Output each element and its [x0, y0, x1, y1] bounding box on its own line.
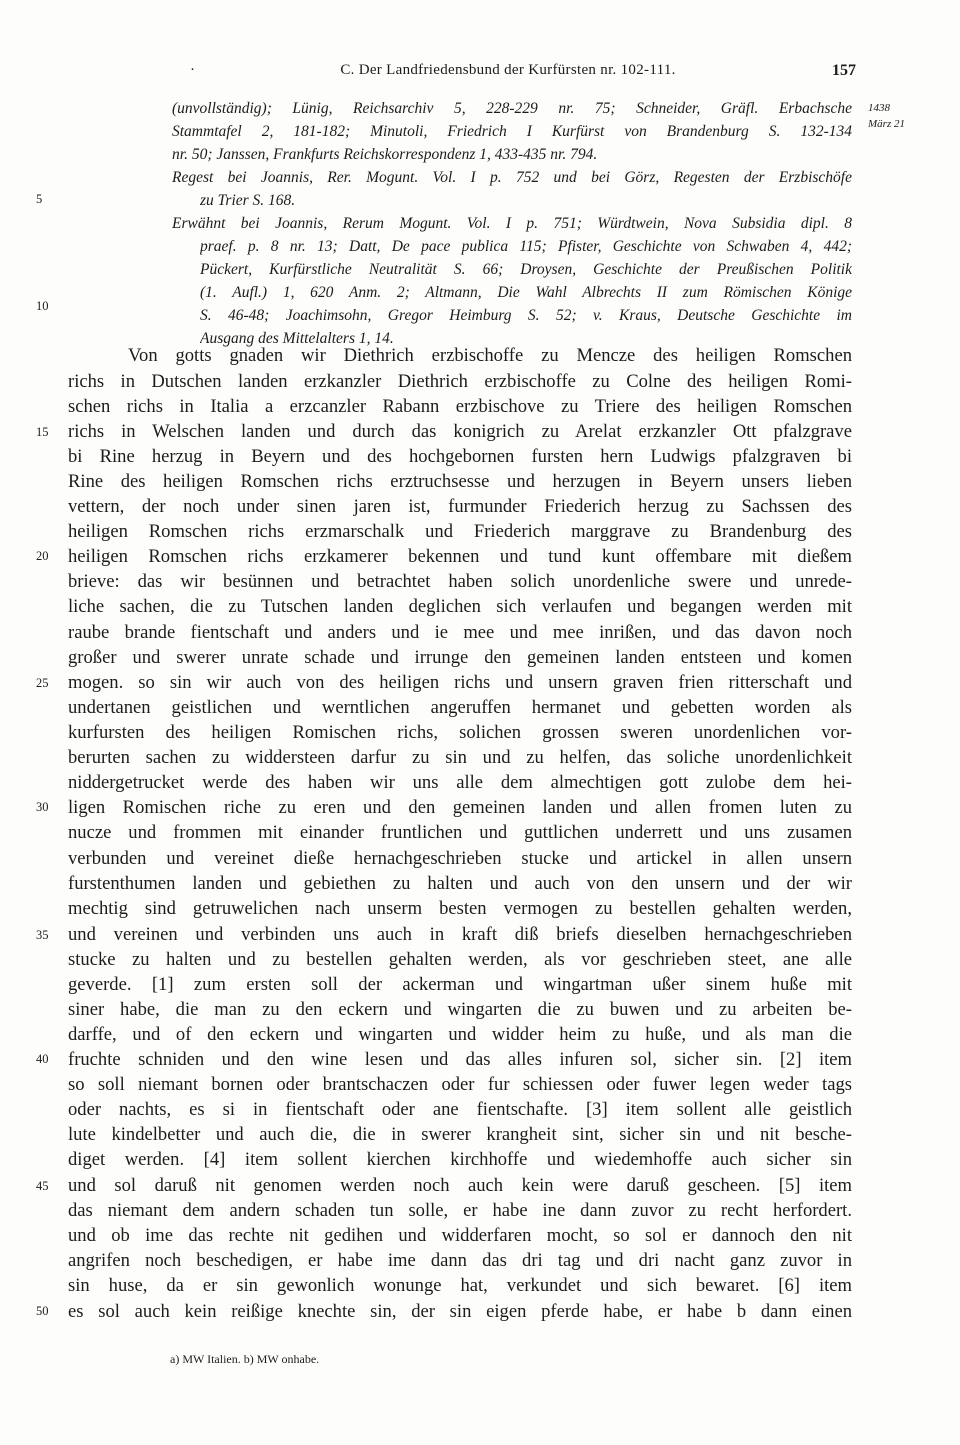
margin-year: 1438 — [868, 102, 890, 114]
bibliography-line: zu Trier S. 168. — [200, 192, 296, 209]
line-number: 45 — [36, 1179, 49, 1193]
bibliography-line: praef. p. 8 nr. 13; Datt, De pace publica 115; Pfister, Geschichte von Schwaben 4, 442; — [200, 238, 852, 255]
bibliography-line: S. 46-48; Joachimsohn, Gregor Heimburg S. 52; v. Kraus, Deutsche Geschichte im — [200, 307, 852, 324]
body-line: so soll niemant bornen oder brantschaczen oder fur schiessen oder fuwer legen weder tags — [68, 1074, 852, 1095]
body-line: liche sachen, die zu Tutschen landen deglichen sich verlaufen und begangen werden mit — [68, 596, 852, 617]
body-line: heiligen Romschen richs erzkamerer bekennen und tund kunt offembare mit dießem — [68, 546, 852, 567]
body-line: und ob ime das rechte nit gedihen und widderfaren mocht, so sol er dannoch den nit — [68, 1225, 852, 1246]
body-line: vettern, der noch under sinen jaren ist, furmunder Friederich herzug zu Sachssen des — [68, 496, 852, 517]
line-number: 50 — [36, 1304, 49, 1318]
margin-date: März 21 — [868, 118, 905, 130]
bibliography-line: (1. Aufl.) 1, 620 Anm. 2; Altmann, Die Wahl Albrechts II zum Römischen Könige — [200, 284, 852, 301]
page-number: 157 — [832, 62, 856, 79]
body-line: und vereinen und verbinden uns auch in kraft diß briefs dieselben hernachgeschrieben — [68, 924, 852, 945]
body-line: kurfursten des heiligen Romischen richs, solichen grossen sweren unordenlichen vor- — [68, 722, 852, 743]
body-line: oder nachts, es si in fientschaft oder ane fientschafte. [3] item sollent alle geistlich — [68, 1099, 852, 1120]
running-header — [160, 62, 856, 86]
body-line: darffe, und of den eckern und wingarten und widder heim zu huße, und als man die — [68, 1024, 852, 1045]
header-dot: · — [190, 62, 195, 78]
body-line: richs in Dutschen landen erzkanzler Diethrich erzbischoffe zu Colne des heiligen Romi- — [68, 371, 852, 392]
bibliography-line: Ausgang des Mittelalters 1, 14. — [200, 330, 394, 347]
body-line: geverde. [1] zum ersten soll der ackerman und wingartman ußer sinem huße mit — [68, 974, 852, 995]
body-line: mogen. so sin wir auch von des heiligen richs und unsern graven frien ritterschaft und — [68, 672, 852, 693]
body-line: mechtig sind getruwelichen nach unserm besten vermogen zu bestellen gehalten werden, — [68, 898, 852, 919]
bibliography-line: Erwähnt bei Joannis, Rerum Mogunt. Vol. I p. 751; Würdtwein, Nova Subsidia dipl. 8 — [172, 215, 852, 232]
bibliography-line: nr. 50; Janssen, Frankfurts Reichskorrespondenz 1, 433-435 nr. 794. — [172, 146, 598, 163]
body-line: siner habe, die man zu den eckern und wingarten die zu buwen und zu arbeiten be- — [68, 999, 852, 1020]
body-line: sin huse, da er sin gewonlich wonunge hat, verkundet und sich bewaret. [6] item — [68, 1275, 852, 1296]
header-title: C. Der Landfriedensbund der Kurfürsten nr. 102-111. — [340, 62, 676, 78]
body-line: es sol auch kein reißige knechte sin, der sin eigen pferde habe, er habe b dann einen — [68, 1301, 852, 1322]
line-number: 5 — [36, 192, 43, 206]
body-line: Von gotts gnaden wir Diethrich erzbischoffe zu Mencze des heiligen Romschen — [128, 345, 852, 366]
body-line: ligen Romischen riche zu eren und den gemeinen landen und allen fromen luten zu — [68, 797, 852, 818]
body-line: das niemant dem andern schaden tun solle, er habe ine dann zuvor zu recht herfordert. — [68, 1200, 852, 1221]
line-number: 20 — [36, 549, 49, 563]
body-line: berurten sachen zu widdersteen darfur zu sin und zu helfen, das soliche unordenlichkeit — [68, 747, 852, 768]
body-line: raube brande fientschaft und anders und ie mee und mee inrißen, und das davon noch — [68, 622, 852, 643]
line-number: 35 — [36, 928, 49, 942]
bibliography-line: (unvollständig); Lünig, Reichsarchiv 5, 228-229 nr. 75; Schneider, Gräfl. Erbachsche — [172, 100, 852, 117]
line-number: 10 — [36, 299, 49, 313]
footnotes: a) MW Italien. b) MW onhabe. — [170, 1352, 320, 1366]
body-line: bi Rine herzug in Beyern und des hochgebornen fursten hern Ludwigs pfalzgraven bi — [68, 446, 852, 467]
bibliography-line: Regest bei Joannis, Rer. Mogunt. Vol. I p. 752 und bei Görz, Regesten der Erzbischöfe — [172, 169, 852, 186]
body-line: lute kindelbetter und auch die, die in swerer krangheit sint, sicher sin und nit besche- — [68, 1124, 852, 1145]
bibliography-line: Stammtafel 2, 181-182; Minutoli, Friedrich I Kurfürst von Brandenburg S. 132-134 — [172, 123, 852, 140]
body-line: Rine des heiligen Romschen richs erztruchsesse und herzugen in Beyern unsers lieben — [68, 471, 852, 492]
bibliography-line: Pückert, Kurfürstliche Neutralität S. 66; Droysen, Geschichte der Preußischen Politik — [200, 261, 852, 278]
body-line: heiligen Romschen richs erzmarschalk und Friederich marggrave zu Brandenburg des — [68, 521, 852, 542]
body-line: fruchte schniden und den wine lesen und das alles infuren sol, sicher sin. [2] item — [68, 1049, 852, 1070]
body-line: angrifen noch beschedigen, er habe ime dann das dri tag und dri nacht ganz zuvor in — [68, 1250, 852, 1271]
body-line: richs in Welschen landen und durch das konigrich zu Arelat erzkanzler Ott pfalzgrave — [68, 421, 852, 442]
body-line: schen richs in Italia a erzcanzler Rabann erzbischove zu Triere des heiligen Romschen — [68, 396, 852, 417]
body-line: großer und swerer unrate schade und irrunge den gemeinen landen entsteen und komen — [68, 647, 852, 668]
body-line: verbunden und vereinet dieße hernachgeschrieben stucke und artickel in allen unsern — [68, 848, 852, 869]
body-line: und sol daruß nit genomen werden noch auch kein were daruß gescheen. [5] item — [68, 1175, 852, 1196]
margin-date-note — [868, 100, 924, 132]
body-line: diget werden. [4] item sollent kierchen kirchhoffe und wiedemhoffe auch sicher sin — [68, 1149, 852, 1170]
line-number: 40 — [36, 1052, 49, 1066]
line-number: 25 — [36, 676, 49, 690]
body-line: stucke zu halten und zu bestellen gehalten werden, als vor geschrieben steet, ane alle — [68, 949, 852, 970]
body-line: niddergetrucket werde des haben wir uns alle dem almechtigen gott zulobe dem hei- — [68, 772, 852, 793]
body-line: nucze und frommen mit einander fruntlichen und guttlichen underrett und uns zusamen — [68, 822, 852, 843]
line-number: 15 — [36, 425, 49, 439]
body-line: undertanen geistlichen und werntlichen angeruffen hermanet und gebetten worden als — [68, 697, 852, 718]
line-number: 30 — [36, 800, 49, 814]
body-line: furstenthumen landen und gebiethen zu halten und auch von den unsern und der wir — [68, 873, 852, 894]
body-line: brieve: das wir besünnen und betrachtet haben solich unordenliche swere und unrede- — [68, 571, 852, 592]
